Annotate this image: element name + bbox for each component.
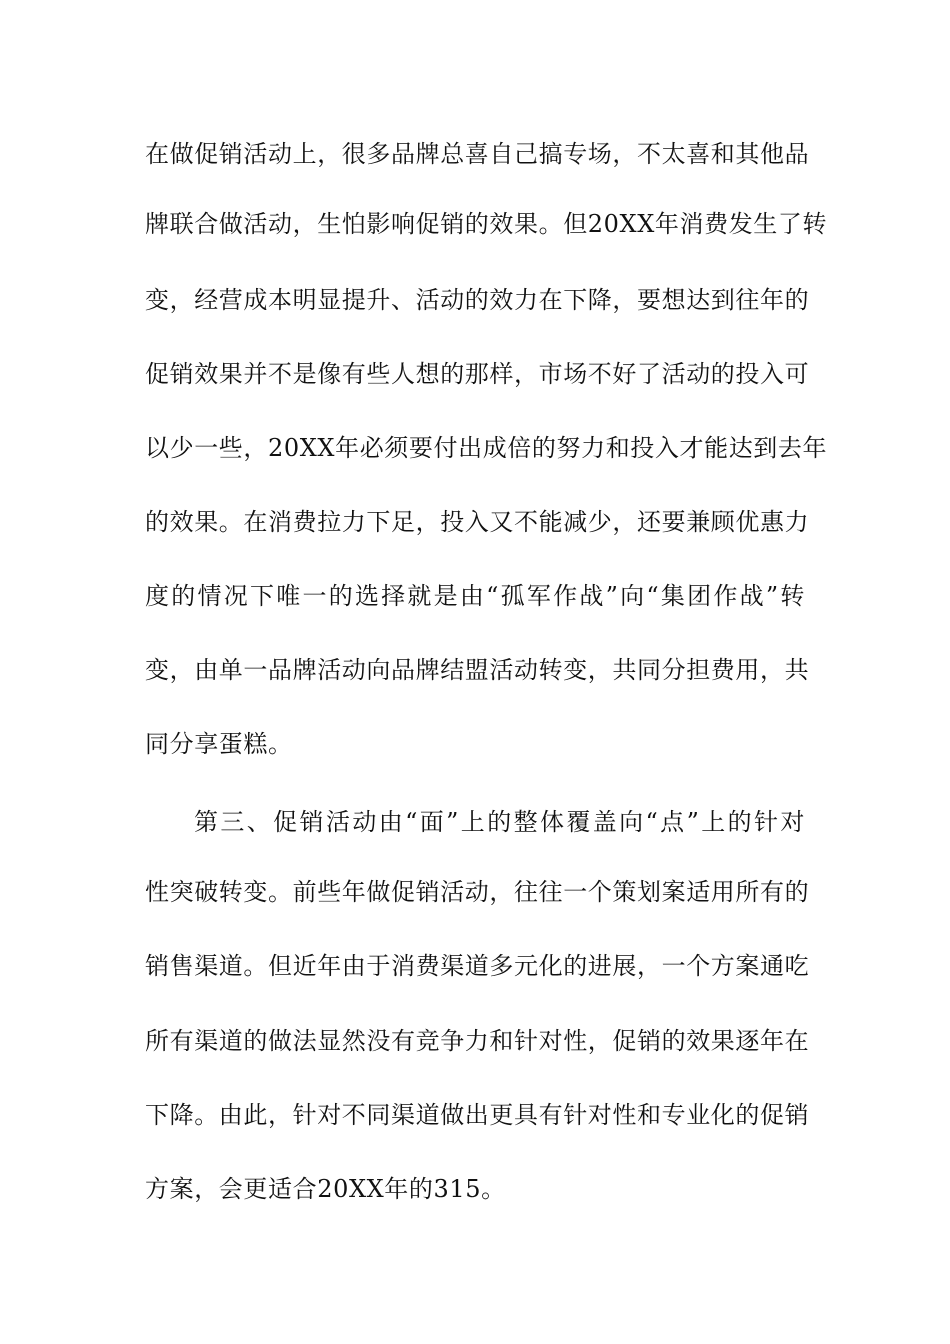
paragraph-1-line-1: 在做促销活动上，很多品牌总喜自己搞专场，不太喜和其他品 bbox=[145, 140, 810, 168]
paragraph-2-line-4: 所有渠道的做法显然没有竞争力和针对性，促销的效果逐年在 bbox=[145, 1027, 810, 1055]
paragraph-1-line-5: 以少一些，20XX年必须要付出成倍的努力和投入才能达到去年 bbox=[145, 434, 828, 462]
paragraph-1-line-6: 的效果。在消费拉力下足，投入又不能减少，还要兼顾优惠力 bbox=[145, 508, 810, 536]
paragraph-2-line-1: 第三、促销活动由“面”上的整体覆盖向“点”上的针对 bbox=[194, 808, 805, 836]
paragraph-1-line-7: 度的情况下唯一的选择就是由“孤军作战”向“集团作战”转 bbox=[145, 582, 805, 610]
paragraph-1-line-8: 变，由单一品牌活动向品牌结盟活动转变，共同分担费用，共 bbox=[145, 656, 810, 684]
paragraph-1-line-2: 牌联合做活动，生怕影响促销的效果。但20XX年消费发生了转 bbox=[145, 210, 828, 238]
paragraph-1-line-9: 同分享蛋糕。 bbox=[145, 730, 293, 758]
paragraph-1-line-3: 变，经营成本明显提升、活动的效力在下降，要想达到往年的 bbox=[145, 286, 810, 314]
paragraph-1-line-4: 促销效果并不是像有些人想的那样，市场不好了活动的投入可 bbox=[145, 360, 810, 388]
paragraph-2-line-6: 方案，会更适合20XX年的315。 bbox=[145, 1175, 506, 1203]
paragraph-2-line-5: 下降。由此，针对不同渠道做出更具有针对性和专业化的促销 bbox=[145, 1101, 810, 1129]
paragraph-2-line-2: 性突破转变。前些年做促销活动，往往一个策划案适用所有的 bbox=[145, 878, 810, 906]
paragraph-2-line-3: 销售渠道。但近年由于消费渠道多元化的进展，一个方案通吃 bbox=[145, 952, 810, 980]
